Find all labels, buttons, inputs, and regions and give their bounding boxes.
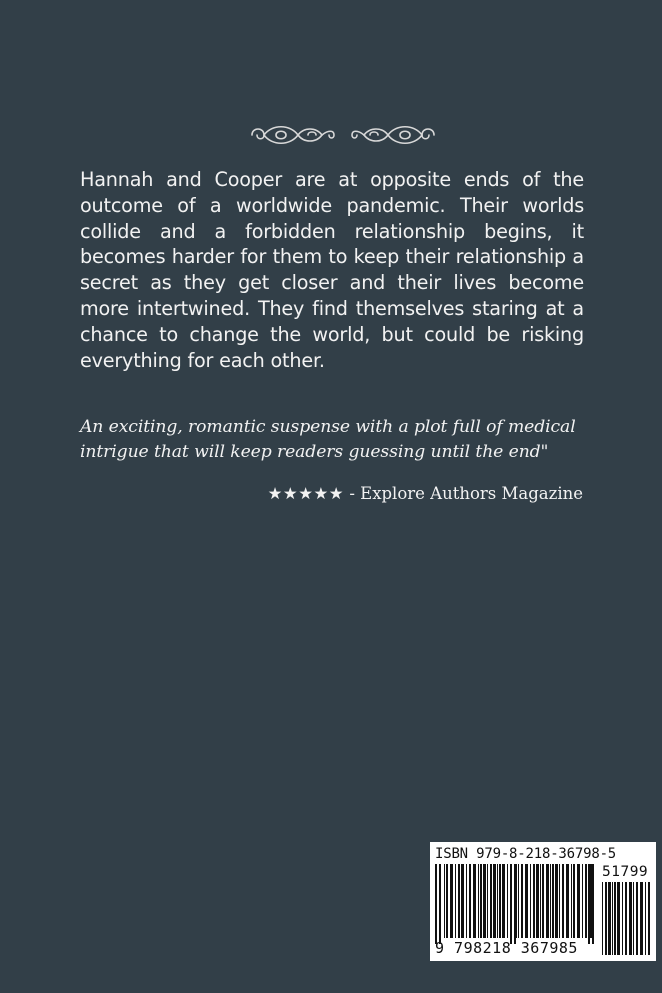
barcode-guard-bar bbox=[588, 864, 590, 944]
barcode-bar bbox=[562, 864, 564, 938]
barcode-bar bbox=[497, 864, 498, 938]
barcode-bar bbox=[540, 864, 541, 938]
barcode-bar bbox=[622, 882, 623, 955]
book-blurb: Hannah and Cooper are at opposite ends of the outcome of a worldwide pandemic. Their worlds collide and a forbidden relationship begins, it becomes harder for them to keep their relationship a secret as they get closer and their lives become more intertwined. They find themselves staring at a chance to change the world, but could be risking everything for each other. bbox=[80, 168, 584, 372]
barcode-guard-bar bbox=[514, 864, 516, 944]
isbn-barcode bbox=[430, 842, 656, 961]
barcode-bar bbox=[608, 882, 611, 955]
barcode-bar bbox=[533, 864, 535, 938]
barcode-bar bbox=[458, 864, 460, 938]
barcode-bar bbox=[546, 864, 549, 938]
barcode-bar bbox=[525, 864, 528, 938]
barcode-bar bbox=[612, 882, 613, 955]
isbn-label: ISBN 979-8-218-36798-5 bbox=[435, 846, 617, 862]
barcode-bar bbox=[566, 864, 569, 938]
barcode-bar bbox=[605, 882, 607, 955]
barcode-bar bbox=[629, 882, 632, 955]
barcode-bar bbox=[577, 864, 580, 938]
barcode-bar bbox=[530, 864, 531, 938]
barcode-bar bbox=[633, 882, 634, 955]
barcode-bar bbox=[469, 864, 471, 938]
barcode-bar bbox=[582, 864, 583, 938]
barcode-bar bbox=[450, 864, 453, 938]
barcode-bar bbox=[602, 882, 603, 955]
barcode-bar bbox=[648, 882, 650, 955]
barcode-guard-bar bbox=[439, 864, 441, 944]
barcode-bar bbox=[585, 864, 587, 938]
barcode-bar bbox=[478, 864, 479, 938]
barcode-guard-bar bbox=[435, 864, 437, 944]
barcode-bar bbox=[502, 864, 505, 938]
barcode-bar bbox=[521, 864, 523, 938]
ean-digits: 9 798218 367985 bbox=[435, 939, 578, 957]
barcode-bar bbox=[640, 882, 643, 955]
barcode-bar bbox=[617, 882, 620, 955]
review-attribution bbox=[268, 482, 583, 506]
barcode-bar bbox=[571, 864, 572, 938]
barcode-bar bbox=[446, 864, 448, 938]
barcode-bar bbox=[493, 864, 496, 938]
addon-digits: 51799 bbox=[602, 864, 649, 880]
review-quote: An exciting, romantic suspense with a plot full of medical intrigue that will keep readers guessing until the end" bbox=[80, 417, 576, 462]
barcode-bar bbox=[473, 864, 476, 938]
barcode-bar bbox=[552, 864, 554, 938]
barcode-bar bbox=[559, 864, 560, 938]
barcode-bar bbox=[507, 864, 508, 938]
barcode-bar bbox=[461, 864, 464, 938]
barcode-bar bbox=[480, 864, 482, 938]
barcode-bar bbox=[636, 882, 638, 955]
barcode-bar bbox=[483, 864, 486, 938]
barcode-bar bbox=[625, 882, 627, 955]
barcode-bar bbox=[645, 882, 646, 955]
barcode-bar bbox=[550, 864, 551, 938]
barcode-guard-bar bbox=[592, 864, 594, 944]
flourish-divider-icon bbox=[246, 118, 440, 152]
barcode-bar bbox=[518, 864, 519, 938]
barcode-bar bbox=[614, 882, 616, 955]
review-source: - Explore Authors Magazine bbox=[344, 484, 583, 503]
barcode-bar bbox=[455, 864, 456, 938]
rating-stars: ★★★★★ bbox=[267, 484, 345, 503]
barcode-bar bbox=[490, 864, 492, 938]
barcode-bar bbox=[499, 864, 501, 938]
barcode-bar bbox=[573, 864, 575, 938]
barcode-guard-bar bbox=[510, 864, 512, 944]
barcode-bar bbox=[542, 864, 544, 938]
barcode-bar bbox=[487, 864, 488, 938]
barcode-bar bbox=[555, 864, 558, 938]
barcode-bar bbox=[466, 864, 467, 938]
barcode-bar bbox=[444, 864, 445, 938]
barcode-bar bbox=[536, 864, 539, 938]
